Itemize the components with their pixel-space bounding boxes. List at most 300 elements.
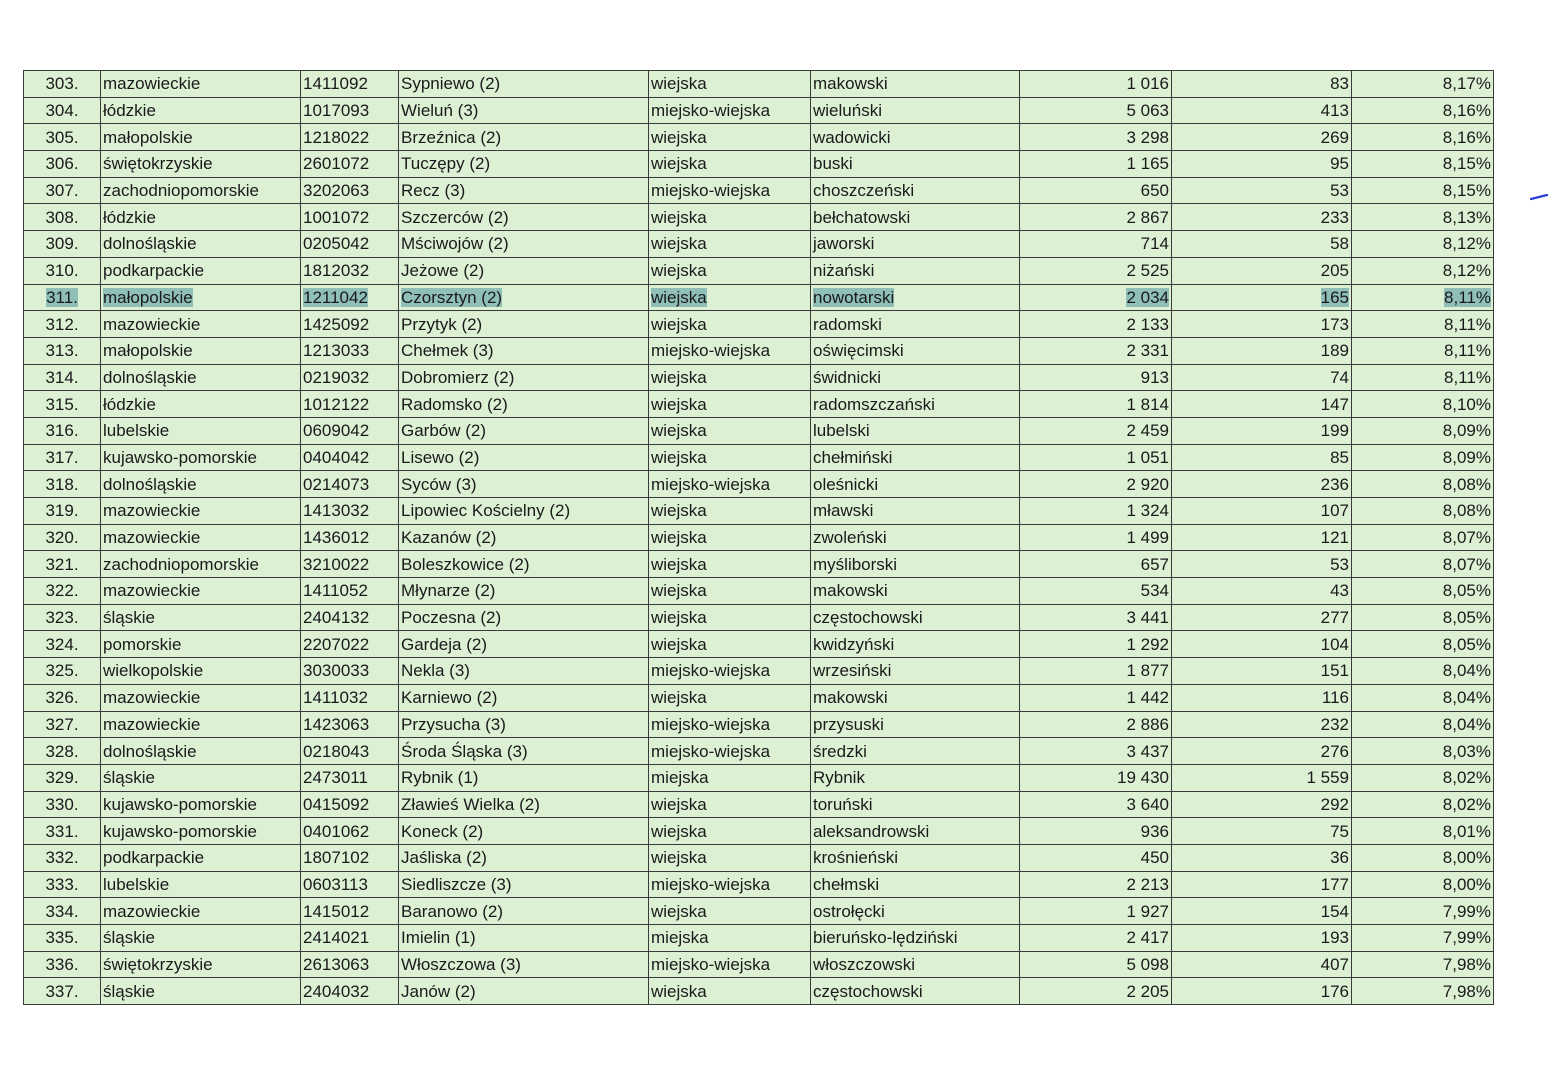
cell-gmina[interactable] — [399, 364, 649, 391]
cell-udzial[interactable] — [1352, 578, 1494, 605]
cell-wojewodztwo[interactable] — [101, 177, 301, 204]
cell-powiat[interactable] — [811, 204, 1020, 231]
table-row[interactable] — [24, 978, 1494, 1005]
cell-lp[interactable] — [24, 951, 101, 978]
cell-typ[interactable] — [649, 578, 811, 605]
cell-udzial[interactable] — [1352, 738, 1494, 765]
cell-lp[interactable] — [24, 604, 101, 631]
cell-ludnosc[interactable] — [1020, 951, 1172, 978]
cell-lp[interactable] — [24, 471, 101, 498]
cell-powiat[interactable] — [811, 925, 1020, 952]
cell-wojewodztwo[interactable] — [101, 71, 301, 98]
cell-lp[interactable] — [24, 711, 101, 738]
cell-typ[interactable] — [649, 124, 811, 151]
cell-wojewodztwo[interactable] — [101, 791, 301, 818]
cell-liczba[interactable] — [1172, 658, 1352, 685]
cell-liczba[interactable] — [1172, 684, 1352, 711]
cell-liczba[interactable] — [1172, 844, 1352, 871]
table-row[interactable] — [24, 738, 1494, 765]
cell-wojewodztwo[interactable] — [101, 978, 301, 1005]
cell-lp[interactable] — [24, 844, 101, 871]
cell-lp[interactable] — [24, 71, 101, 98]
cell-ludnosc[interactable] — [1020, 204, 1172, 231]
cell-liczba[interactable] — [1172, 738, 1352, 765]
cell-udzial[interactable] — [1352, 631, 1494, 658]
cell-lp[interactable] — [24, 551, 101, 578]
cell-liczba[interactable] — [1172, 871, 1352, 898]
cell-wojewodztwo[interactable] — [101, 204, 301, 231]
cell-lp[interactable] — [24, 231, 101, 258]
cell-liczba[interactable] — [1172, 231, 1352, 258]
cell-lp[interactable] — [24, 364, 101, 391]
cell-wojewodztwo[interactable] — [101, 151, 301, 178]
cell-typ[interactable] — [649, 738, 811, 765]
cell-typ[interactable] — [649, 204, 811, 231]
cell-powiat[interactable] — [811, 951, 1020, 978]
cell-wojewodztwo[interactable] — [101, 444, 301, 471]
cell-udzial[interactable] — [1352, 951, 1494, 978]
cell-powiat[interactable] — [811, 524, 1020, 551]
table-row[interactable] — [24, 417, 1494, 444]
cell-lp[interactable] — [24, 791, 101, 818]
cell-wojewodztwo[interactable] — [101, 364, 301, 391]
cell-ludnosc[interactable] — [1020, 818, 1172, 845]
cell-udzial[interactable] — [1352, 684, 1494, 711]
cell-udzial[interactable] — [1352, 204, 1494, 231]
cell-lp[interactable] — [24, 631, 101, 658]
cell-gmina[interactable] — [399, 71, 649, 98]
cell-ludnosc[interactable] — [1020, 71, 1172, 98]
cell-wojewodztwo[interactable] — [101, 498, 301, 525]
cell-wojewodztwo[interactable] — [101, 898, 301, 925]
table-row[interactable] — [24, 364, 1494, 391]
cell-wojewodztwo[interactable] — [101, 391, 301, 418]
cell-lp[interactable] — [24, 925, 101, 952]
cell-udzial[interactable] — [1352, 524, 1494, 551]
cell-liczba[interactable] — [1172, 978, 1352, 1005]
cell-gmina[interactable] — [399, 124, 649, 151]
cell-powiat[interactable] — [811, 311, 1020, 338]
cell-lp[interactable] — [24, 658, 101, 685]
cell-gmina[interactable] — [399, 231, 649, 258]
cell-ludnosc[interactable] — [1020, 898, 1172, 925]
cell-wojewodztwo[interactable] — [101, 871, 301, 898]
table-row[interactable] — [24, 871, 1494, 898]
cell-powiat[interactable] — [811, 498, 1020, 525]
cell-ludnosc[interactable] — [1020, 364, 1172, 391]
cell-lp[interactable] — [24, 871, 101, 898]
cell-gmina[interactable] — [399, 498, 649, 525]
cell-lp[interactable] — [24, 311, 101, 338]
cell-ludnosc[interactable] — [1020, 764, 1172, 791]
cell-udzial[interactable] — [1352, 791, 1494, 818]
cell-powiat[interactable] — [811, 604, 1020, 631]
cell-typ[interactable] — [649, 951, 811, 978]
cell-wojewodztwo[interactable] — [101, 337, 301, 364]
cell-gmina[interactable] — [399, 204, 649, 231]
table-row[interactable] — [24, 444, 1494, 471]
cell-typ[interactable] — [649, 524, 811, 551]
cell-liczba[interactable] — [1172, 711, 1352, 738]
table-row[interactable] — [24, 551, 1494, 578]
cell-typ[interactable] — [649, 631, 811, 658]
cell-udzial[interactable] — [1352, 417, 1494, 444]
cell-gmina[interactable] — [399, 871, 649, 898]
cell-ludnosc[interactable] — [1020, 124, 1172, 151]
cell-udzial[interactable] — [1352, 311, 1494, 338]
cell-lp[interactable] — [24, 978, 101, 1005]
cell-wojewodztwo[interactable] — [101, 658, 301, 685]
cell-powiat[interactable] — [811, 658, 1020, 685]
cell-udzial[interactable] — [1352, 711, 1494, 738]
cell-powiat[interactable] — [811, 391, 1020, 418]
cell-gmina[interactable] — [399, 391, 649, 418]
cell-liczba[interactable] — [1172, 444, 1352, 471]
cell-gmina[interactable] — [399, 898, 649, 925]
cell-typ[interactable] — [649, 844, 811, 871]
cell-gmina[interactable] — [399, 631, 649, 658]
cell-liczba[interactable] — [1172, 551, 1352, 578]
cell-wojewodztwo[interactable] — [101, 684, 301, 711]
cell-ludnosc[interactable] — [1020, 97, 1172, 124]
cell-udzial[interactable] — [1352, 71, 1494, 98]
cell-typ[interactable] — [649, 71, 811, 98]
cell-ludnosc[interactable] — [1020, 578, 1172, 605]
cell-typ[interactable] — [649, 391, 811, 418]
cell-wojewodztwo[interactable] — [101, 631, 301, 658]
cell-udzial[interactable] — [1352, 551, 1494, 578]
cell-ludnosc[interactable] — [1020, 257, 1172, 284]
cell-powiat[interactable] — [811, 844, 1020, 871]
cell-liczba[interactable] — [1172, 818, 1352, 845]
table-row[interactable] — [24, 844, 1494, 871]
table-row[interactable] — [24, 524, 1494, 551]
cell-gmina[interactable] — [399, 284, 649, 311]
cell-liczba[interactable] — [1172, 951, 1352, 978]
cell-lp[interactable] — [24, 898, 101, 925]
cell-teryt[interactable] — [301, 417, 399, 444]
table-row[interactable] — [24, 818, 1494, 845]
cell-teryt[interactable] — [301, 951, 399, 978]
cell-teryt[interactable] — [301, 578, 399, 605]
cell-lp[interactable] — [24, 764, 101, 791]
cell-liczba[interactable] — [1172, 631, 1352, 658]
cell-teryt[interactable] — [301, 204, 399, 231]
cell-liczba[interactable] — [1172, 311, 1352, 338]
cell-gmina[interactable] — [399, 684, 649, 711]
cell-teryt[interactable] — [301, 71, 399, 98]
cell-typ[interactable] — [649, 151, 811, 178]
table-row[interactable] — [24, 471, 1494, 498]
cell-powiat[interactable] — [811, 631, 1020, 658]
table-row[interactable] — [24, 578, 1494, 605]
cell-teryt[interactable] — [301, 818, 399, 845]
cell-udzial[interactable] — [1352, 871, 1494, 898]
table-row[interactable] — [24, 257, 1494, 284]
cell-gmina[interactable] — [399, 97, 649, 124]
cell-teryt[interactable] — [301, 364, 399, 391]
cell-powiat[interactable] — [811, 231, 1020, 258]
cell-wojewodztwo[interactable] — [101, 551, 301, 578]
cell-teryt[interactable] — [301, 844, 399, 871]
cell-wojewodztwo[interactable] — [101, 524, 301, 551]
cell-udzial[interactable] — [1352, 764, 1494, 791]
cell-gmina[interactable] — [399, 444, 649, 471]
cell-teryt[interactable] — [301, 711, 399, 738]
table-row[interactable] — [24, 951, 1494, 978]
table-row[interactable] — [24, 311, 1494, 338]
cell-powiat[interactable] — [811, 97, 1020, 124]
cell-typ[interactable] — [649, 658, 811, 685]
cell-ludnosc[interactable] — [1020, 391, 1172, 418]
cell-wojewodztwo[interactable] — [101, 925, 301, 952]
cell-powiat[interactable] — [811, 738, 1020, 765]
table-row[interactable] — [24, 284, 1494, 311]
cell-powiat[interactable] — [811, 764, 1020, 791]
cell-udzial[interactable] — [1352, 257, 1494, 284]
cell-teryt[interactable] — [301, 524, 399, 551]
cell-gmina[interactable] — [399, 951, 649, 978]
cell-liczba[interactable] — [1172, 177, 1352, 204]
cell-liczba[interactable] — [1172, 898, 1352, 925]
cell-udzial[interactable] — [1352, 658, 1494, 685]
table-row[interactable] — [24, 791, 1494, 818]
table-row[interactable] — [24, 391, 1494, 418]
cell-typ[interactable] — [649, 551, 811, 578]
cell-liczba[interactable] — [1172, 257, 1352, 284]
cell-ludnosc[interactable] — [1020, 738, 1172, 765]
cell-typ[interactable] — [649, 337, 811, 364]
cell-liczba[interactable] — [1172, 284, 1352, 311]
cell-gmina[interactable] — [399, 524, 649, 551]
cell-lp[interactable] — [24, 97, 101, 124]
cell-ludnosc[interactable] — [1020, 444, 1172, 471]
cell-ludnosc[interactable] — [1020, 631, 1172, 658]
cell-ludnosc[interactable] — [1020, 524, 1172, 551]
cell-powiat[interactable] — [811, 151, 1020, 178]
cell-lp[interactable] — [24, 177, 101, 204]
cell-udzial[interactable] — [1352, 124, 1494, 151]
cell-ludnosc[interactable] — [1020, 684, 1172, 711]
cell-liczba[interactable] — [1172, 764, 1352, 791]
cell-powiat[interactable] — [811, 791, 1020, 818]
cell-typ[interactable] — [649, 471, 811, 498]
cell-gmina[interactable] — [399, 604, 649, 631]
cell-ludnosc[interactable] — [1020, 311, 1172, 338]
cell-typ[interactable] — [649, 978, 811, 1005]
cell-wojewodztwo[interactable] — [101, 311, 301, 338]
cell-wojewodztwo[interactable] — [101, 471, 301, 498]
cell-teryt[interactable] — [301, 284, 399, 311]
table-row[interactable] — [24, 124, 1494, 151]
table-row[interactable] — [24, 711, 1494, 738]
cell-teryt[interactable] — [301, 871, 399, 898]
cell-teryt[interactable] — [301, 791, 399, 818]
cell-teryt[interactable] — [301, 604, 399, 631]
cell-liczba[interactable] — [1172, 498, 1352, 525]
cell-teryt[interactable] — [301, 311, 399, 338]
cell-udzial[interactable] — [1352, 364, 1494, 391]
cell-teryt[interactable] — [301, 151, 399, 178]
cell-ludnosc[interactable] — [1020, 711, 1172, 738]
cell-teryt[interactable] — [301, 97, 399, 124]
cell-liczba[interactable] — [1172, 71, 1352, 98]
cell-wojewodztwo[interactable] — [101, 417, 301, 444]
cell-udzial[interactable] — [1352, 231, 1494, 258]
cell-lp[interactable] — [24, 818, 101, 845]
cell-typ[interactable] — [649, 871, 811, 898]
cell-typ[interactable] — [649, 311, 811, 338]
cell-lp[interactable] — [24, 204, 101, 231]
cell-liczba[interactable] — [1172, 604, 1352, 631]
cell-ludnosc[interactable] — [1020, 925, 1172, 952]
cell-wojewodztwo[interactable] — [101, 124, 301, 151]
table-row[interactable] — [24, 925, 1494, 952]
cell-typ[interactable] — [649, 791, 811, 818]
cell-udzial[interactable] — [1352, 337, 1494, 364]
cell-liczba[interactable] — [1172, 97, 1352, 124]
cell-gmina[interactable] — [399, 818, 649, 845]
cell-lp[interactable] — [24, 738, 101, 765]
cell-gmina[interactable] — [399, 311, 649, 338]
cell-wojewodztwo[interactable] — [101, 97, 301, 124]
table-row[interactable] — [24, 658, 1494, 685]
cell-powiat[interactable] — [811, 444, 1020, 471]
cell-teryt[interactable] — [301, 391, 399, 418]
cell-lp[interactable] — [24, 417, 101, 444]
cell-teryt[interactable] — [301, 978, 399, 1005]
cell-udzial[interactable] — [1352, 444, 1494, 471]
cell-wojewodztwo[interactable] — [101, 257, 301, 284]
cell-teryt[interactable] — [301, 257, 399, 284]
cell-powiat[interactable] — [811, 978, 1020, 1005]
cell-udzial[interactable] — [1352, 978, 1494, 1005]
cell-udzial[interactable] — [1352, 97, 1494, 124]
cell-ludnosc[interactable] — [1020, 551, 1172, 578]
cell-ludnosc[interactable] — [1020, 658, 1172, 685]
cell-typ[interactable] — [649, 284, 811, 311]
cell-teryt[interactable] — [301, 631, 399, 658]
cell-gmina[interactable] — [399, 738, 649, 765]
cell-powiat[interactable] — [811, 284, 1020, 311]
cell-gmina[interactable] — [399, 925, 649, 952]
cell-udzial[interactable] — [1352, 177, 1494, 204]
cell-wojewodztwo[interactable] — [101, 231, 301, 258]
cell-teryt[interactable] — [301, 658, 399, 685]
cell-ludnosc[interactable] — [1020, 498, 1172, 525]
cell-typ[interactable] — [649, 231, 811, 258]
cell-udzial[interactable] — [1352, 898, 1494, 925]
cell-typ[interactable] — [649, 925, 811, 952]
cell-teryt[interactable] — [301, 684, 399, 711]
cell-gmina[interactable] — [399, 337, 649, 364]
cell-teryt[interactable] — [301, 498, 399, 525]
cell-liczba[interactable] — [1172, 364, 1352, 391]
cell-gmina[interactable] — [399, 844, 649, 871]
cell-powiat[interactable] — [811, 417, 1020, 444]
cell-gmina[interactable] — [399, 658, 649, 685]
cell-gmina[interactable] — [399, 578, 649, 605]
cell-ludnosc[interactable] — [1020, 337, 1172, 364]
cell-liczba[interactable] — [1172, 925, 1352, 952]
table-row[interactable] — [24, 631, 1494, 658]
cell-liczba[interactable] — [1172, 204, 1352, 231]
cell-gmina[interactable] — [399, 711, 649, 738]
cell-lp[interactable] — [24, 578, 101, 605]
cell-ludnosc[interactable] — [1020, 471, 1172, 498]
table-row[interactable] — [24, 151, 1494, 178]
cell-udzial[interactable] — [1352, 844, 1494, 871]
cell-powiat[interactable] — [811, 337, 1020, 364]
cell-teryt[interactable] — [301, 231, 399, 258]
cell-typ[interactable] — [649, 444, 811, 471]
table-row[interactable] — [24, 764, 1494, 791]
cell-ludnosc[interactable] — [1020, 151, 1172, 178]
table-row[interactable] — [24, 604, 1494, 631]
cell-wojewodztwo[interactable] — [101, 818, 301, 845]
cell-ludnosc[interactable] — [1020, 871, 1172, 898]
cell-teryt[interactable] — [301, 444, 399, 471]
cell-typ[interactable] — [649, 364, 811, 391]
cell-powiat[interactable] — [811, 364, 1020, 391]
cell-typ[interactable] — [649, 898, 811, 925]
cell-lp[interactable] — [24, 391, 101, 418]
cell-teryt[interactable] — [301, 925, 399, 952]
table-row[interactable] — [24, 337, 1494, 364]
cell-typ[interactable] — [649, 711, 811, 738]
cell-powiat[interactable] — [811, 578, 1020, 605]
cell-typ[interactable] — [649, 417, 811, 444]
cell-gmina[interactable] — [399, 151, 649, 178]
cell-ludnosc[interactable] — [1020, 604, 1172, 631]
cell-typ[interactable] — [649, 97, 811, 124]
cell-teryt[interactable] — [301, 124, 399, 151]
table-row[interactable] — [24, 898, 1494, 925]
table-row[interactable] — [24, 204, 1494, 231]
cell-typ[interactable] — [649, 498, 811, 525]
cell-powiat[interactable] — [811, 898, 1020, 925]
cell-ludnosc[interactable] — [1020, 844, 1172, 871]
cell-typ[interactable] — [649, 177, 811, 204]
cell-liczba[interactable] — [1172, 417, 1352, 444]
cell-teryt[interactable] — [301, 898, 399, 925]
cell-powiat[interactable] — [811, 818, 1020, 845]
cell-gmina[interactable] — [399, 177, 649, 204]
cell-ludnosc[interactable] — [1020, 177, 1172, 204]
cell-wojewodztwo[interactable] — [101, 711, 301, 738]
cell-udzial[interactable] — [1352, 818, 1494, 845]
cell-typ[interactable] — [649, 764, 811, 791]
cell-powiat[interactable] — [811, 71, 1020, 98]
cell-gmina[interactable] — [399, 417, 649, 444]
cell-wojewodztwo[interactable] — [101, 284, 301, 311]
table-row[interactable] — [24, 498, 1494, 525]
cell-gmina[interactable] — [399, 257, 649, 284]
cell-ludnosc[interactable] — [1020, 284, 1172, 311]
cell-ludnosc[interactable] — [1020, 978, 1172, 1005]
cell-teryt[interactable] — [301, 551, 399, 578]
table-row[interactable] — [24, 231, 1494, 258]
cell-liczba[interactable] — [1172, 524, 1352, 551]
cell-wojewodztwo[interactable] — [101, 951, 301, 978]
cell-ludnosc[interactable] — [1020, 231, 1172, 258]
cell-udzial[interactable] — [1352, 391, 1494, 418]
cell-lp[interactable] — [24, 337, 101, 364]
cell-lp[interactable] — [24, 524, 101, 551]
cell-powiat[interactable] — [811, 551, 1020, 578]
cell-lp[interactable] — [24, 257, 101, 284]
table-row[interactable] — [24, 97, 1494, 124]
